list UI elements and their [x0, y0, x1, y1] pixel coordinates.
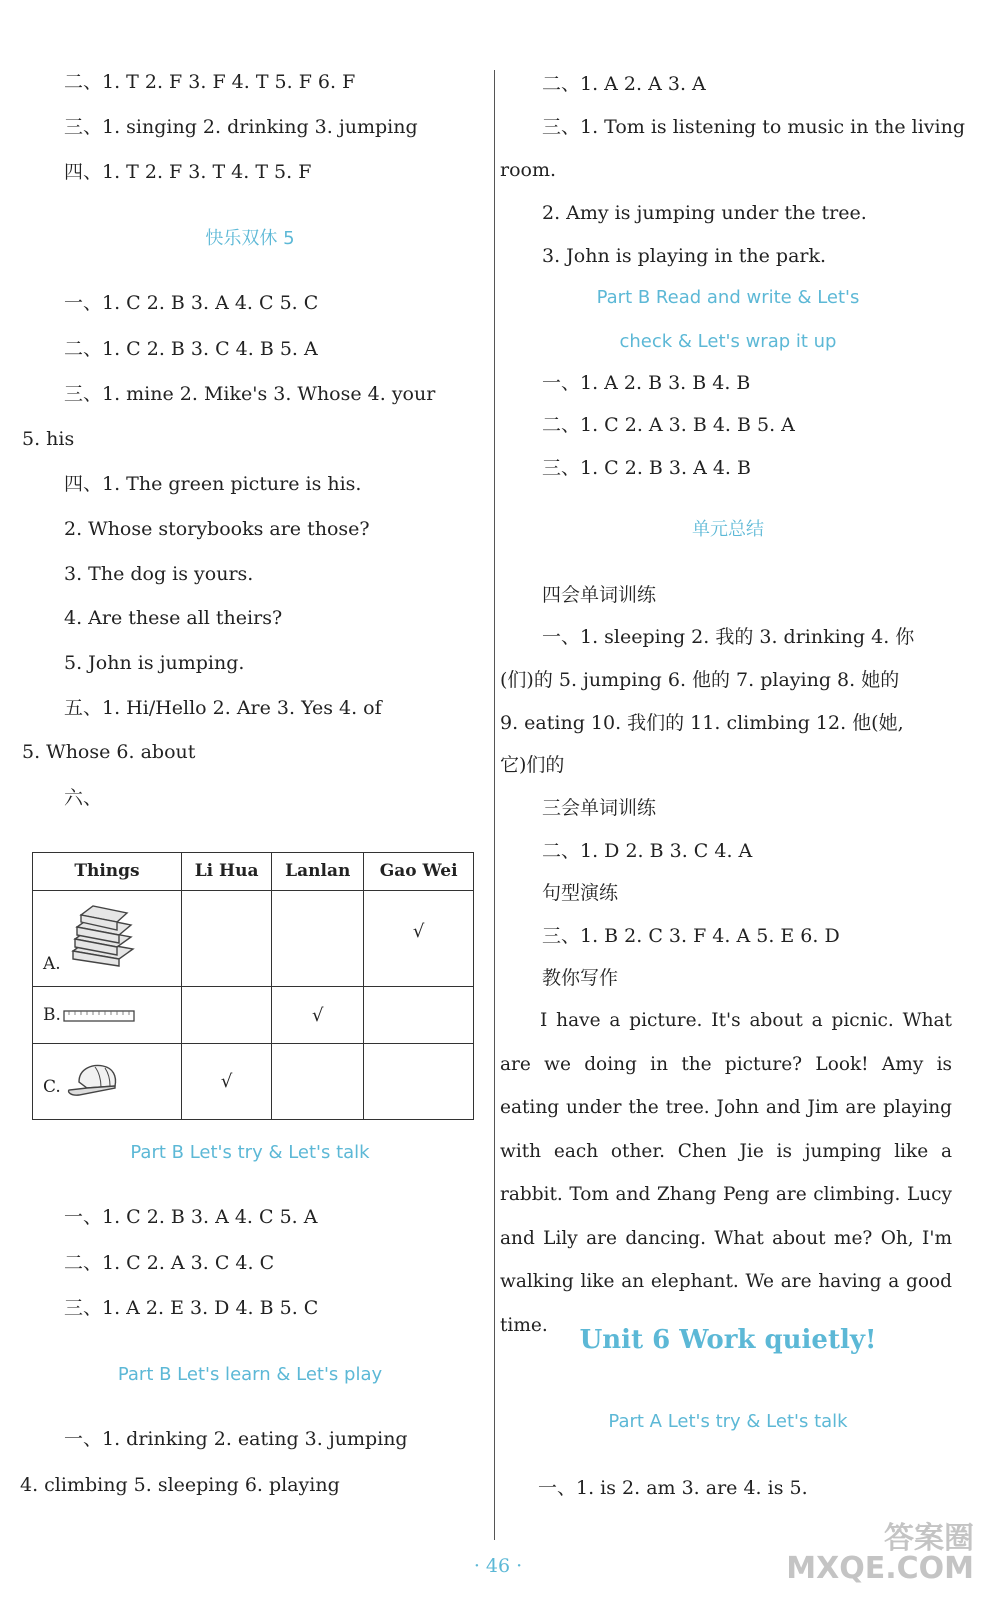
- answer-line: 二、1. D 2. B 3. C 4. A: [542, 840, 753, 862]
- answer-line: 五、1. Hi/Hello 2. Are 3. Yes 4. of: [64, 697, 382, 719]
- answer-table: [32, 852, 474, 1120]
- answer-line: 2. Amy is jumping under the tree.: [542, 202, 867, 224]
- answer-line: 二、1. C 2. A 3. B 4. B 5. A: [542, 414, 795, 436]
- subsection-title: 三会单词训练: [542, 797, 657, 819]
- answer-line: 5. Whose 6. about: [22, 741, 196, 763]
- answer-line: 四、1. T 2. F 3. T 4. T 5. F: [64, 161, 312, 183]
- section-heading: Part B Let's try & Let's talk: [130, 1142, 370, 1163]
- check-mark: √: [272, 987, 364, 1044]
- section-heading: 快乐双休 5: [205, 228, 295, 249]
- answer-line: 9. eating 10. 我们的 11. climbing 12. 他(她,: [500, 712, 904, 734]
- table-row-label: [33, 1044, 182, 1120]
- answer-line: 5. John is jumping.: [64, 652, 245, 674]
- table-header: Gao Wei: [364, 853, 474, 891]
- answer-line: 二、1. A 2. A 3. A: [542, 73, 706, 95]
- answer-line: 3. John is playing in the park.: [542, 245, 827, 267]
- answer-line: 二、1. C 2. B 3. C 4. B 5. A: [64, 338, 318, 360]
- row-letter: C.: [43, 1077, 61, 1097]
- row-letter: A.: [43, 954, 61, 974]
- row-letter: B.: [43, 1005, 61, 1026]
- section-heading: 单元总结: [692, 519, 764, 540]
- answer-line: 三、1. mine 2. Mike's 3. Whose 4. your: [64, 383, 436, 405]
- answer-line: 3. The dog is yours.: [64, 563, 254, 585]
- answer-line: 三、1. B 2. C 3. F 4. A 5. E 6. D: [542, 925, 840, 947]
- table-row-label: [33, 987, 182, 1044]
- writing-paragraph: I have a picture. It's about a picnic. What are we doing in the picture? Look! Amy is eating under the tree. John and Jim are playing with each other. Chen Jie is jumping like a rabbit. Tom and Zhang Peng are climbing. Lucy and Lily are dancing. What about me? Oh, I'm walking like an elephant. We are having a good time.: [500, 1010, 952, 1336]
- cap-icon: [65, 1062, 119, 1098]
- answer-line: 一、1. C 2. B 3. A 4. C 5. C: [64, 292, 319, 314]
- table-cell: [182, 987, 272, 1044]
- answer-line: 一、1. drinking 2. eating 3. jumping: [64, 1428, 408, 1450]
- table-header: Li Hua: [182, 853, 272, 891]
- subsection-title: 教你写作: [542, 967, 619, 989]
- ruler-icon: [63, 1009, 135, 1023]
- answer-line: 它)们的: [500, 754, 565, 776]
- answer-line: room.: [500, 159, 557, 181]
- answer-line: 一、1. is 2. am 3. are 4. is 5.: [538, 1477, 808, 1499]
- answer-line: 5. his: [22, 428, 75, 450]
- table-cell: [182, 890, 272, 986]
- books-icon: [67, 903, 139, 967]
- column-divider: [494, 70, 495, 1540]
- answer-line: 4. Are these all theirs?: [64, 607, 283, 629]
- answer-line: 三、1. Tom is listening to music in the living: [542, 116, 966, 138]
- answer-line: 六、: [64, 787, 103, 809]
- section-heading: Part A Let's try & Let's talk: [608, 1411, 848, 1432]
- watermark: 答案圈 MXQE.COM: [786, 1521, 974, 1586]
- table-row-label: [33, 890, 182, 986]
- answer-line: 一、1. C 2. B 3. A 4. C 5. A: [64, 1206, 318, 1228]
- table-header: Things: [33, 853, 182, 891]
- answer-line: 四、1. The green picture is his.: [64, 473, 362, 495]
- answer-line: 二、1. T 2. F 3. F 4. T 5. F 6. F: [64, 71, 356, 93]
- unit-title: Unit 6 Work quietly!: [579, 1325, 877, 1355]
- answer-line: 三、1. singing 2. drinking 3. jumping: [64, 116, 418, 138]
- answer-line: 4. climbing 5. sleeping 6. playing: [20, 1474, 340, 1496]
- answer-line: 三、1. A 2. E 3. D 4. B 5. C: [64, 1297, 319, 1319]
- table-cell: [364, 1044, 474, 1120]
- subsection-title: 四会单词训练: [542, 584, 657, 606]
- check-mark: √: [182, 1044, 272, 1120]
- answer-line: (们)的 5. jumping 6. 他的 7. playing 8. 她的: [500, 669, 900, 691]
- table-cell: [272, 1044, 364, 1120]
- table-header: Lanlan: [272, 853, 364, 891]
- page-number: · 46 ·: [473, 1555, 523, 1577]
- answer-line: 三、1. C 2. B 3. A 4. B: [542, 457, 751, 479]
- section-heading: check & Let's wrap it up: [619, 331, 837, 352]
- section-heading: Part B Read and write & Let's: [596, 287, 860, 308]
- table-cell: [364, 987, 474, 1044]
- answer-line: 一、1. A 2. B 3. B 4. B: [542, 372, 751, 394]
- table-cell: [272, 890, 364, 986]
- check-mark: √: [364, 890, 474, 986]
- answer-line: 二、1. C 2. A 3. C 4. C: [64, 1252, 275, 1274]
- section-heading: Part B Let's learn & Let's play: [117, 1364, 383, 1385]
- answer-line: 一、1. sleeping 2. 我的 3. drinking 4. 你: [542, 626, 915, 648]
- answer-line: 2. Whose storybooks are those?: [64, 518, 370, 540]
- subsection-title: 句型演练: [542, 882, 619, 904]
